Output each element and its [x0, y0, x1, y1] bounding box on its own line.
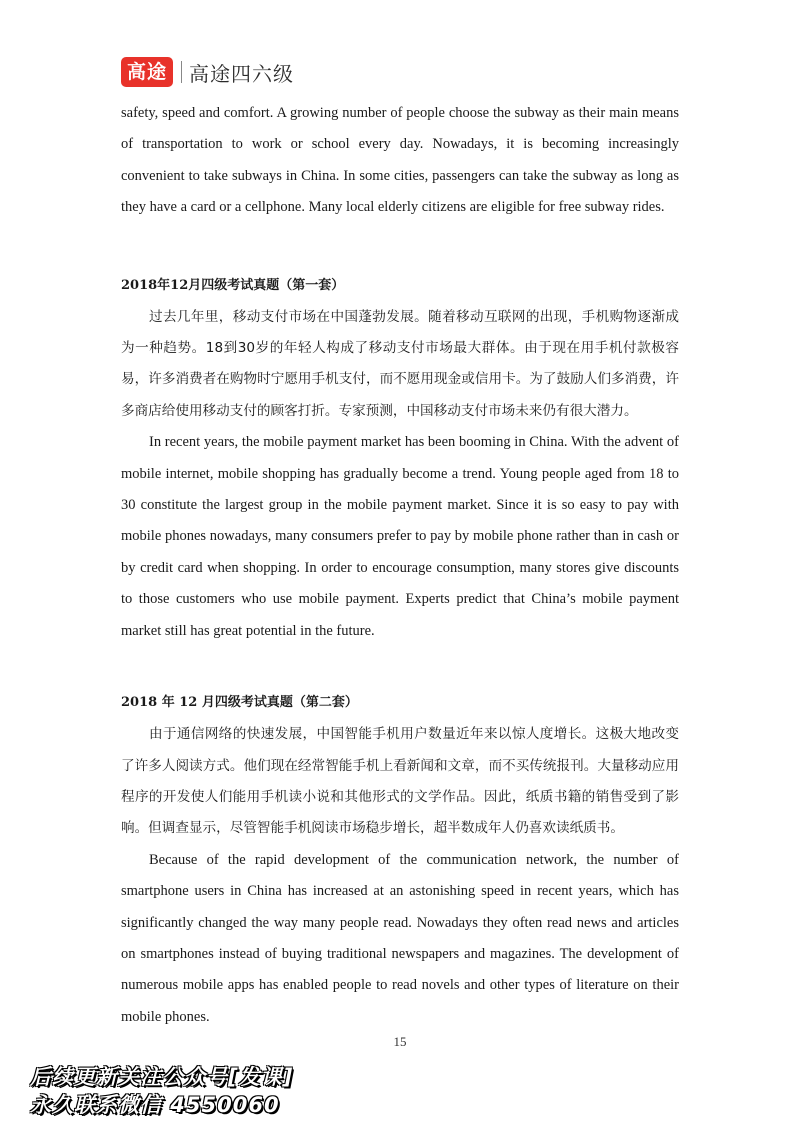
brand-logo	[121, 57, 294, 87]
section-heading-set-2: 2018 年 12 月四级考试真题（第二套）	[121, 695, 358, 711]
chinese-passage-set-2: 由于通信网络的快速发展，中国智能手机用户数量近年来以惊人度增长。这极大地改变了许多人阅读方式。他们现在经常智能手机上看新闻和文章，而不买传统报刊。大量移动应用程序的开发使人们能用手机读小说和其他形式的文学作品。因此，纸质书籍的销售受到了影响。但调查显示，尽管智能手机阅读市场稳步增长，超半数成年人仍喜欢读纸质书。	[121, 726, 679, 837]
logo-badge: 高途	[121, 57, 173, 87]
watermark-line-1: 后续更新关注公众号[发课]	[30, 1065, 294, 1089]
logo-text: 高途四六级	[189, 61, 295, 86]
english-translation-set-2: Because of the rapid development of the communication network, the number of smartphone users in China has increased at an astonishing speed in recent years, which has significantly changed the way many people read. Nowadays they often read news and articles on smartphones instead of buying traditional newspapers and magazines. The development of numerous mobile apps has enabled people to read novels and other types of literature on their mobile phones.	[121, 851, 679, 1025]
chinese-passage-set-1: 过去几年里，移动支付市场在中国蓬勃发展。随着移动互联网的出现，手机购物逐渐成为一种趋势。18到30岁的年轻人构成了移动支付市场最大群体。由于现在用手机付款极容易，许多消费者在购物时宁愿用手机支付，而不愿用现金或信用卡。为了鼓励人们多消费，许多商店给使用移动支付的顾客打折。专家预测，中国移动支付市场未来仍有很大潜力。	[121, 308, 679, 419]
english-translation-set-1: In recent years, the mobile payment market has been booming in China. With the advent of mobile internet, mobile shopping has gradually become a trend. Young people aged from 18 to 30 constitute the largest group in the mobile payment market. Since it is so easy to pay with mobile phones nowadays, many consumers prefer to pay by mobile phone rather than in cash or by credit card when shopping. In order to encourage consumption, many stores give discounts to those customers who use mobile payment. Experts predict that China’s mobile payment market still has great potential in the future.	[121, 434, 679, 639]
page-number: 15	[393, 1034, 407, 1049]
paragraph-continued: safety, speed and comfort. A growing number of people choose the subway as their main means of transportation to work or school every day. Nowadays, it is becoming increasingly convenient to take subways in China. In some cities, passengers can take the subway as long as they have a card or a cellphone. Many local elderly citizens are eligible for free subway rides.	[121, 105, 679, 216]
watermark	[30, 1063, 293, 1119]
logo-divider	[181, 61, 182, 83]
section-heading-set-1: 2018年12月四级考试真题（第一套）	[121, 277, 345, 293]
document-body	[121, 98, 679, 1033]
watermark-line-2: 永久联系微信 4550060	[30, 1093, 280, 1117]
